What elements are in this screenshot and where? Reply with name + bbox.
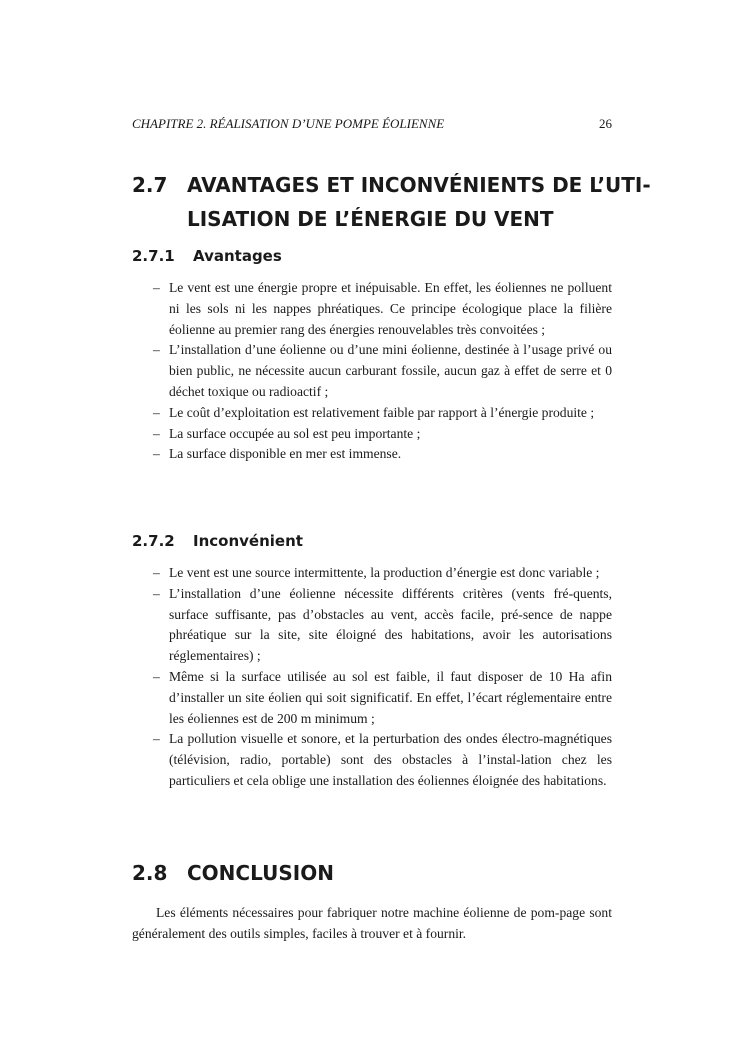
page-number: 26 bbox=[599, 116, 612, 131]
list-marker: – bbox=[153, 404, 160, 420]
list-item bbox=[132, 444, 612, 465]
list-marker: – bbox=[153, 668, 160, 684]
list-item bbox=[132, 340, 612, 402]
list-item bbox=[132, 563, 612, 584]
subsection-number: 2.7.1 bbox=[132, 247, 175, 265]
list-item-text: Même si la surface utilisée au sol est faible, il faut disposer de 10 Ha afin d’installer un site éolien qui soit significatif. En effet, l’écart réglementaire entre les éoliennes est de 200 m minimum ; bbox=[169, 668, 612, 726]
list-item-text: L’installation d’une éolienne nécessite différents critères (vents fré-quents, surface suffisante, pas d’obstacles au vent, accès facile, pré-sence de nappe phréatique sur la site, site éloigné des habitations, avoir les autorisations réglementaires) ; bbox=[169, 585, 612, 664]
list-item bbox=[132, 584, 612, 667]
list-marker: – bbox=[153, 731, 160, 747]
disadvantages-list bbox=[132, 563, 612, 792]
subsection-title: Avantages bbox=[193, 247, 282, 265]
advantages-list bbox=[132, 278, 612, 465]
list-marker: – bbox=[153, 585, 160, 601]
list-item bbox=[132, 729, 612, 791]
list-item-text: La surface disponible en mer est immense. bbox=[169, 446, 402, 462]
list-item-text: Le vent est une énergie propre et inépuisable. En effet, les éoliennes ne polluent ni les sols ni les nappes phréatiques. Ce principe écologique place la filière éolienne au premier rang des énergies renouvelables très convoitées ; bbox=[169, 280, 612, 337]
list-item-text: La surface occupée au sol est peu importante ; bbox=[169, 425, 421, 441]
list-marker: – bbox=[153, 280, 160, 295]
subsection-heading-2-7-1 bbox=[132, 246, 282, 266]
list-item-text: Le coût d’exploitation est relativement faible par rapport à l’énergie produite ; bbox=[169, 404, 595, 420]
section-title: CONCLUSION bbox=[187, 861, 334, 885]
subsection-heading-2-7-2 bbox=[132, 531, 303, 551]
list-marker: – bbox=[153, 446, 160, 462]
section-heading-2-8 bbox=[132, 856, 667, 890]
list-marker: – bbox=[153, 425, 160, 441]
running-head-chapter: CHAPITRE 2. RÉALISATION D’UNE POMPE ÉOLIENNE bbox=[132, 116, 445, 131]
list-marker: – bbox=[153, 565, 160, 580]
list-item-text: La pollution visuelle et sonore, et la perturbation des ondes électro-magnétiques (télévision, radio, portable) sont des obstacles à l’instal-lation chez les particuliers et cela oblige une installation des éoliennes éloignée des habitations. bbox=[169, 731, 612, 788]
subsection-title: Inconvénient bbox=[193, 532, 303, 550]
list-item bbox=[132, 278, 612, 340]
subsection-number: 2.7.2 bbox=[132, 532, 175, 550]
list-item-text: L’installation d’une éolienne ou d’une mini éolienne, destinée à l’usage privé ou bien public, ne nécessite aucun carburant fossile, aucun gaz à effet de serre et 0 déchet toxique ou radioactif ; bbox=[169, 342, 612, 399]
list-item bbox=[132, 403, 612, 424]
section-heading-2-7 bbox=[132, 168, 667, 236]
section-number: 2.7 bbox=[132, 173, 168, 197]
list-item-text: Le vent est une source intermittente, la production d’énergie est donc variable ; bbox=[169, 565, 600, 580]
list-item bbox=[132, 667, 612, 729]
list-marker: – bbox=[153, 342, 160, 358]
conclusion-paragraph: Les éléments nécessaires pour fabriquer notre machine éolienne de pom-page sont généralement des outils simples, faciles à trouver et à fournir. bbox=[132, 905, 612, 941]
running-head bbox=[132, 116, 612, 136]
section-number: 2.8 bbox=[132, 861, 168, 885]
list-item bbox=[132, 424, 612, 445]
section-title: AVANTAGES ET INCONVÉNIENTS DE L’UTI-LISATION DE L’ÉNERGIE DU VENT bbox=[187, 173, 651, 231]
